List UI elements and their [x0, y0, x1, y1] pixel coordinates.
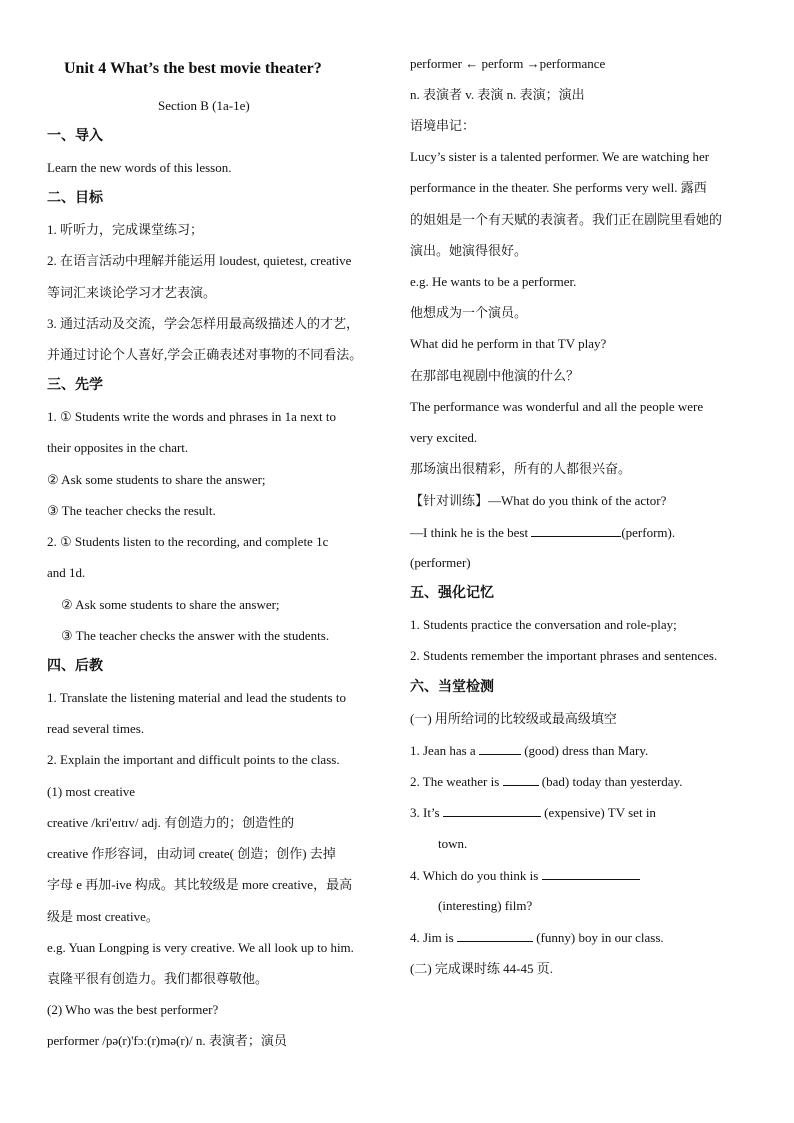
paragraph: 1. ① Students write the words and phrases in 1a next to [47, 409, 336, 424]
exercise-text: 1. Jean has a [410, 743, 479, 758]
paragraph: 1. Translate the listening material and lead the students to [47, 690, 346, 705]
paragraph: ③ The teacher checks the answer with the students. [61, 628, 330, 643]
exercise-text: (good) dress than Mary. [520, 743, 649, 758]
paragraph: ③ The teacher checks the result. [47, 503, 216, 518]
paragraph: 等词汇来谈论学习才艺表演。 [47, 285, 217, 300]
paragraph: What did he perform in that TV play? [410, 336, 607, 351]
section-heading-reinforce: 五、强化记忆 [410, 586, 494, 601]
paragraph: 3. 通过活动及交流，学会怎样用最高级描述人的才艺， [47, 316, 360, 331]
answer-blank[interactable] [531, 524, 621, 537]
exercise-line [410, 742, 648, 759]
answer-blank[interactable] [479, 742, 521, 755]
section-heading-goals: 二、目标 [47, 191, 103, 206]
paragraph: (interesting) film? [438, 898, 533, 913]
paragraph: 并通过讨论个人喜好,学会正确表述对事物的不同看法。 [47, 347, 363, 362]
exercise-line [410, 867, 640, 884]
paragraph: performance in the theater. She performs very well. 露西 [410, 180, 707, 195]
section-heading-intro: 一、导入 [47, 129, 103, 144]
paragraph: 演出。她演得很好。 [410, 243, 528, 258]
paragraph: 的姐姐是一个有天赋的表演者。我们正在剧院里看她的 [410, 212, 723, 227]
exercise-text: (bad) today than yesterday. [538, 774, 683, 789]
paragraph: creative 作形容词，由动词 create( 创造；创作) 去掉 [47, 846, 336, 861]
paragraph: 2. Students remember the important phrases and sentences. [410, 648, 718, 663]
exercise-text: 3. It’s [410, 805, 443, 820]
paragraph: very excited. [410, 430, 478, 445]
paragraph: town. [438, 836, 468, 851]
paragraph: 级是 most creative。 [47, 909, 159, 924]
exercise-text: —I think he is the best [410, 525, 532, 540]
exercise-line [410, 524, 675, 541]
paragraph: The performance was wonderful and all the people were [410, 399, 704, 414]
paragraph: (一) 用所给词的比较级或最高级填空 [410, 711, 617, 726]
exercise-text: 4. Jim is [410, 930, 457, 945]
answer-blank[interactable] [443, 804, 541, 817]
paragraph: 1. Students practice the conversation and role-play; [410, 617, 677, 632]
exercise-line [410, 929, 664, 946]
paragraph: 2. 在语言活动中理解并能运用 loudest, quietest, creative [47, 253, 352, 268]
answer-blank[interactable] [503, 773, 539, 786]
paragraph: (performer) [410, 555, 471, 570]
paragraph: (2) Who was the best performer? [47, 1002, 219, 1017]
paragraph: ② Ask some students to share the answer; [61, 597, 280, 612]
paragraph: 在那部电视剧中他演的什么？ [410, 368, 580, 383]
paragraph: (二) 完成课时练 44-45 页. [410, 961, 553, 976]
page-title: Unit 4 What’s the best movie theater? [64, 60, 322, 77]
paragraph: performer ← perform →performance [410, 56, 606, 71]
paragraph: Learn the new words of this lesson. [47, 160, 232, 175]
paragraph: 2. Explain the important and difficult points to the class. [47, 752, 340, 767]
exercise-line [410, 804, 656, 821]
exercise-text: 2. The weather is [410, 774, 503, 789]
paragraph: and 1d. [47, 565, 86, 580]
paragraph: performer /pə(r)'fɔː(r)mə(r)/ n. 表演者；演员 [47, 1033, 287, 1048]
paragraph: 【针对训练】—What do you think of the actor? [410, 493, 667, 508]
exercise-text: 4. Which do you think is [410, 868, 542, 883]
paragraph: 那场演出很精彩，所有的人都很兴奋。 [410, 461, 632, 476]
section-heading-prelearn: 三、先学 [47, 378, 103, 393]
paragraph: 语境串记： [410, 118, 476, 133]
answer-blank[interactable] [542, 867, 640, 880]
answer-blank[interactable] [457, 929, 533, 942]
exercise-text: (perform). [621, 525, 676, 540]
paragraph: e.g. He wants to be a performer. [410, 274, 577, 289]
paragraph: Lucy’s sister is a talented performer. We are watching her [410, 149, 710, 164]
paragraph: n. 表演者 v. 表演 n. 表演；演出 [410, 87, 585, 102]
page-subtitle: Section B (1a-1e) [158, 98, 250, 113]
paragraph: 字母 e 再加-ive 构成。其比较级是 more creative，最高 [47, 877, 353, 892]
paragraph: 1. 听听力，完成课堂练习； [47, 222, 204, 237]
paragraph: read several times. [47, 721, 145, 736]
section-heading-teach: 四、后教 [47, 659, 103, 674]
paragraph: their opposites in the chart. [47, 440, 189, 455]
paragraph: 袁隆平很有创造力。我们都很尊敬他。 [47, 971, 269, 986]
paragraph: (1) most creative [47, 784, 136, 799]
section-heading-test: 六、当堂检测 [410, 680, 494, 695]
exercise-line [410, 773, 682, 790]
paragraph: 他想成为一个演员。 [410, 305, 528, 320]
paragraph: creative /kri'eɪtɪv/ adj. 有创造力的；创造性的 [47, 815, 295, 830]
paragraph: e.g. Yuan Longping is very creative. We all look up to him. [47, 940, 354, 955]
exercise-text: (expensive) TV set in [540, 805, 656, 820]
paragraph: ② Ask some students to share the answer; [47, 472, 266, 487]
paragraph: 2. ① Students listen to the recording, and complete 1c [47, 534, 329, 549]
exercise-text: (funny) boy in our class. [532, 930, 664, 945]
